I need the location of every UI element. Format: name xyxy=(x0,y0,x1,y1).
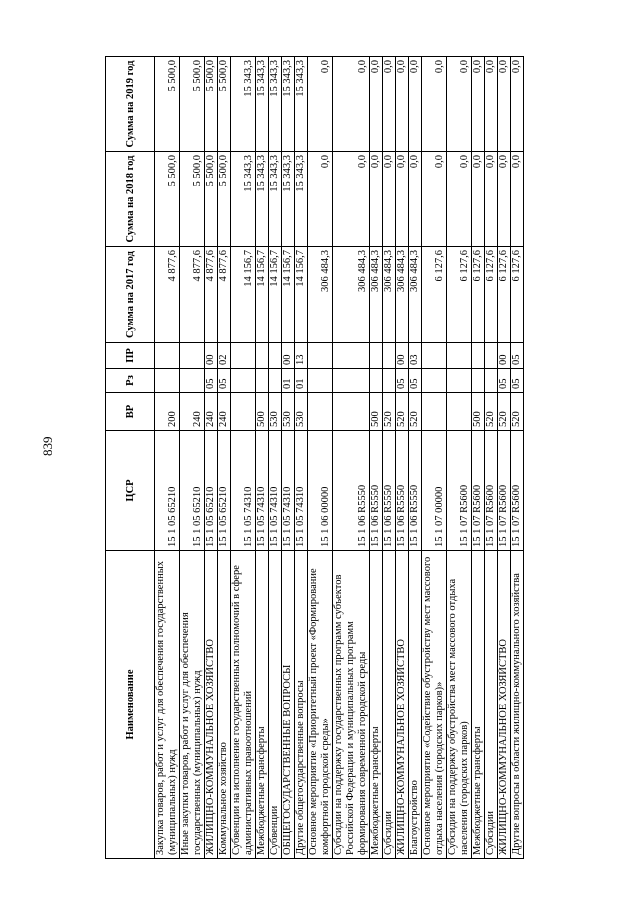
cell-rz: 05 xyxy=(396,369,409,393)
table-row xyxy=(231,57,256,859)
cell-name: Основное мероприятие «Содействие обустройству мест массового отдыха населения (городских парков)» xyxy=(422,551,447,859)
cell-s2019: 5 500,0 xyxy=(218,57,231,152)
cell-s2018: 15 343,3 xyxy=(282,152,295,247)
cell-name: Межбюджетные трансферты xyxy=(370,551,383,859)
cell-rz xyxy=(231,369,256,393)
cell-s2018: 15 343,3 xyxy=(269,152,282,247)
cell-rz xyxy=(370,369,383,393)
cell-pr xyxy=(155,343,180,369)
table-row xyxy=(422,57,447,859)
cell-s2018: 15 343,3 xyxy=(295,152,308,247)
cell-s2017: 306 484,3 xyxy=(409,247,422,343)
cell-csr: 15 1 06 R5550 xyxy=(333,431,370,551)
cell-vr: 500 xyxy=(256,393,269,431)
cell-s2017: 306 484,3 xyxy=(308,247,333,343)
table-row xyxy=(205,57,218,859)
cell-csr: 15 1 06 R5550 xyxy=(396,431,409,551)
cell-s2018: 0,0 xyxy=(308,152,333,247)
cell-name: Другие общегосударственные вопросы xyxy=(295,551,308,859)
cell-s2018: 0,0 xyxy=(383,152,396,247)
cell-vr: 520 xyxy=(511,393,524,431)
cell-vr: 520 xyxy=(396,393,409,431)
cell-csr: 15 1 06 R5550 xyxy=(383,431,396,551)
col-name: Наименование xyxy=(106,551,155,859)
cell-s2018: 5 500,0 xyxy=(155,152,180,247)
cell-s2019: 15 343,3 xyxy=(269,57,282,152)
cell-s2019: 0,0 xyxy=(447,57,472,152)
cell-pr: 05 xyxy=(511,343,524,369)
cell-csr: 15 1 05 74310 xyxy=(282,431,295,551)
cell-s2019: 15 343,3 xyxy=(295,57,308,152)
cell-s2018: 0,0 xyxy=(422,152,447,247)
cell-name: Межбюджетные трансферты xyxy=(472,551,485,859)
col-pr: ПР xyxy=(106,343,155,369)
cell-pr: 02 xyxy=(218,343,231,369)
table-row xyxy=(383,57,396,859)
budget-table-container xyxy=(105,57,551,859)
cell-pr: 00 xyxy=(396,343,409,369)
cell-pr: 00 xyxy=(205,343,218,369)
cell-vr xyxy=(422,393,447,431)
cell-s2018: 5 500,0 xyxy=(205,152,218,247)
table-row xyxy=(485,57,498,859)
cell-s2017: 4 877,6 xyxy=(155,247,180,343)
cell-pr xyxy=(308,343,333,369)
cell-s2018: 5 500,0 xyxy=(218,152,231,247)
table-row xyxy=(472,57,485,859)
cell-pr xyxy=(333,343,370,369)
cell-s2019: 0,0 xyxy=(409,57,422,152)
cell-rz xyxy=(485,369,498,393)
cell-s2019: 15 343,3 xyxy=(231,57,256,152)
cell-name: Коммунальное хозяйство xyxy=(218,551,231,859)
cell-s2017: 6 127,6 xyxy=(485,247,498,343)
cell-name: Межбюджетные трансферты xyxy=(256,551,269,859)
cell-pr xyxy=(269,343,282,369)
col-csr: ЦСР xyxy=(106,431,155,551)
table-row xyxy=(295,57,308,859)
cell-pr: 00 xyxy=(282,343,295,369)
cell-s2017: 6 127,6 xyxy=(498,247,511,343)
cell-csr: 15 1 05 74310 xyxy=(269,431,282,551)
cell-rz: 01 xyxy=(295,369,308,393)
cell-s2019: 15 343,3 xyxy=(282,57,295,152)
cell-name: Закупка товаров, работ и услуг для обеспечения государственных (муниципальных) нужд xyxy=(155,551,180,859)
cell-s2017: 6 127,6 xyxy=(472,247,485,343)
cell-rz xyxy=(422,369,447,393)
cell-s2018: 0,0 xyxy=(511,152,524,247)
cell-name: Субсидии на поддержку обустройства мест массового отдыха населения (городских парков) xyxy=(447,551,472,859)
cell-csr: 15 1 05 74310 xyxy=(231,431,256,551)
cell-vr xyxy=(308,393,333,431)
cell-rz xyxy=(256,369,269,393)
cell-pr: 13 xyxy=(295,343,308,369)
col-vr: ВР xyxy=(106,393,155,431)
cell-pr: 03 xyxy=(409,343,422,369)
cell-pr xyxy=(472,343,485,369)
cell-pr xyxy=(447,343,472,369)
table-row xyxy=(218,57,231,859)
cell-s2019: 0,0 xyxy=(308,57,333,152)
table-row xyxy=(308,57,333,859)
cell-s2019: 5 500,0 xyxy=(155,57,180,152)
table-row xyxy=(333,57,370,859)
cell-s2019: 0,0 xyxy=(498,57,511,152)
table-row xyxy=(180,57,205,859)
table-row xyxy=(396,57,409,859)
cell-pr xyxy=(485,343,498,369)
cell-s2019: 15 343,3 xyxy=(256,57,269,152)
page-number: 839 xyxy=(40,436,55,456)
cell-s2017: 14 156,7 xyxy=(256,247,269,343)
cell-csr: 15 1 07 R5600 xyxy=(447,431,472,551)
cell-pr: 00 xyxy=(498,343,511,369)
cell-csr: 15 1 07 R5600 xyxy=(472,431,485,551)
cell-vr xyxy=(447,393,472,431)
cell-rz: 01 xyxy=(282,369,295,393)
table-header xyxy=(106,57,155,859)
cell-name: Субсидии на поддержку государственных программ субъектов Российской Федерации и муниципальных программ формирования современной городской среды xyxy=(333,551,370,859)
cell-vr: 530 xyxy=(295,393,308,431)
cell-s2017: 14 156,7 xyxy=(282,247,295,343)
cell-vr: 520 xyxy=(485,393,498,431)
cell-s2019: 0,0 xyxy=(485,57,498,152)
cell-vr: 520 xyxy=(383,393,396,431)
table-row xyxy=(256,57,269,859)
cell-s2018: 15 343,3 xyxy=(256,152,269,247)
cell-rz xyxy=(383,369,396,393)
cell-s2017: 306 484,3 xyxy=(396,247,409,343)
col-2017: Сумма на 2017 год xyxy=(106,247,155,343)
cell-pr xyxy=(256,343,269,369)
cell-rz xyxy=(308,369,333,393)
cell-s2019: 5 500,0 xyxy=(180,57,205,152)
cell-name: Иные закупки товаров, работ и услуг для обеспечения государственных (муниципальных) нужд xyxy=(180,551,205,859)
table-row xyxy=(447,57,472,859)
cell-csr: 15 1 05 74310 xyxy=(256,431,269,551)
col-2018: Сумма на 2018 год xyxy=(106,152,155,247)
cell-s2017: 14 156,7 xyxy=(231,247,256,343)
cell-s2019: 0,0 xyxy=(511,57,524,152)
cell-vr: 240 xyxy=(218,393,231,431)
cell-csr: 15 1 07 R5600 xyxy=(498,431,511,551)
cell-vr: 530 xyxy=(282,393,295,431)
cell-vr: 520 xyxy=(498,393,511,431)
cell-rz xyxy=(155,369,180,393)
cell-name: Субвенции на исполнение государственных полномочий в сфере административных правоотношений xyxy=(231,551,256,859)
cell-name: ЖИЛИЩНО-КОММУНАЛЬНОЕ ХОЗЯЙСТВО xyxy=(498,551,511,859)
cell-csr: 15 1 06 R5550 xyxy=(409,431,422,551)
cell-csr: 15 1 07 00000 xyxy=(422,431,447,551)
cell-pr xyxy=(180,343,205,369)
cell-csr: 15 1 07 R5600 xyxy=(485,431,498,551)
cell-pr xyxy=(383,343,396,369)
cell-rz xyxy=(180,369,205,393)
cell-s2018: 0,0 xyxy=(396,152,409,247)
cell-pr xyxy=(231,343,256,369)
cell-s2018: 0,0 xyxy=(498,152,511,247)
cell-s2018: 0,0 xyxy=(333,152,370,247)
cell-name: Благоустройство xyxy=(409,551,422,859)
table-row xyxy=(155,57,180,859)
cell-s2017: 14 156,7 xyxy=(295,247,308,343)
cell-s2017: 6 127,6 xyxy=(447,247,472,343)
cell-name: ОБЩЕГОСУДАРСТВЕННЫЕ ВОПРОСЫ xyxy=(282,551,295,859)
cell-s2019: 0,0 xyxy=(422,57,447,152)
cell-rz xyxy=(447,369,472,393)
cell-rz: 05 xyxy=(218,369,231,393)
cell-s2017: 306 484,3 xyxy=(383,247,396,343)
cell-s2017: 4 877,6 xyxy=(180,247,205,343)
cell-csr: 15 1 05 65210 xyxy=(155,431,180,551)
cell-name: Субсидии xyxy=(485,551,498,859)
cell-name: ЖИЛИЩНО-КОММУНАЛЬНОЕ ХОЗЯЙСТВО xyxy=(396,551,409,859)
cell-name: ЖИЛИЩНО-КОММУНАЛЬНОЕ ХОЗЯЙСТВО xyxy=(205,551,218,859)
cell-pr xyxy=(422,343,447,369)
cell-s2017: 306 484,3 xyxy=(370,247,383,343)
table-row xyxy=(370,57,383,859)
cell-pr xyxy=(370,343,383,369)
cell-s2018: 0,0 xyxy=(485,152,498,247)
cell-s2019: 0,0 xyxy=(370,57,383,152)
table-row xyxy=(409,57,422,859)
cell-rz: 05 xyxy=(498,369,511,393)
cell-csr: 15 1 05 65210 xyxy=(180,431,205,551)
cell-csr: 15 1 05 74310 xyxy=(295,431,308,551)
cell-rz: 05 xyxy=(511,369,524,393)
cell-csr: 15 1 05 65210 xyxy=(205,431,218,551)
cell-s2017: 6 127,6 xyxy=(422,247,447,343)
cell-vr: 530 xyxy=(269,393,282,431)
cell-s2018: 0,0 xyxy=(370,152,383,247)
cell-s2019: 0,0 xyxy=(383,57,396,152)
cell-s2018: 0,0 xyxy=(447,152,472,247)
cell-s2019: 0,0 xyxy=(333,57,370,152)
col-2019: Сумма на 2019 год xyxy=(106,57,155,152)
cell-s2019: 0,0 xyxy=(472,57,485,152)
cell-name: Субвенции xyxy=(269,551,282,859)
cell-csr: 15 1 05 65210 xyxy=(218,431,231,551)
cell-rz xyxy=(472,369,485,393)
cell-rz xyxy=(333,369,370,393)
cell-csr: 15 1 06 R5550 xyxy=(370,431,383,551)
cell-s2018: 15 343,3 xyxy=(231,152,256,247)
cell-name: Основное мероприятие «Приоритетный проект «Формирование комфортной городской среды» xyxy=(308,551,333,859)
cell-s2017: 306 484,3 xyxy=(333,247,370,343)
cell-vr: 500 xyxy=(472,393,485,431)
cell-vr: 200 xyxy=(155,393,180,431)
cell-rz: 05 xyxy=(409,369,422,393)
cell-s2018: 5 500,0 xyxy=(180,152,205,247)
cell-vr xyxy=(231,393,256,431)
cell-s2017: 14 156,7 xyxy=(269,247,282,343)
col-rz: Рз xyxy=(106,369,155,393)
cell-name: Субсидии xyxy=(383,551,396,859)
table-row xyxy=(498,57,511,859)
cell-vr xyxy=(333,393,370,431)
cell-rz: 05 xyxy=(205,369,218,393)
cell-name: Другие вопросы в области жилищно-коммунального хозяйства xyxy=(511,551,524,859)
cell-s2018: 0,0 xyxy=(409,152,422,247)
table-row xyxy=(511,57,524,859)
cell-vr: 240 xyxy=(205,393,218,431)
table-row xyxy=(282,57,295,859)
cell-csr: 15 1 07 R5600 xyxy=(511,431,524,551)
cell-vr: 240 xyxy=(180,393,205,431)
cell-s2017: 4 877,6 xyxy=(218,247,231,343)
cell-s2019: 5 500,0 xyxy=(205,57,218,152)
cell-s2019: 0,0 xyxy=(396,57,409,152)
cell-vr: 520 xyxy=(409,393,422,431)
table-row xyxy=(269,57,282,859)
cell-csr: 15 1 06 00000 xyxy=(308,431,333,551)
cell-s2018: 0,0 xyxy=(472,152,485,247)
cell-vr: 500 xyxy=(370,393,383,431)
budget-table xyxy=(105,56,524,859)
cell-s2017: 4 877,6 xyxy=(205,247,218,343)
cell-s2017: 6 127,6 xyxy=(511,247,524,343)
cell-rz xyxy=(269,369,282,393)
